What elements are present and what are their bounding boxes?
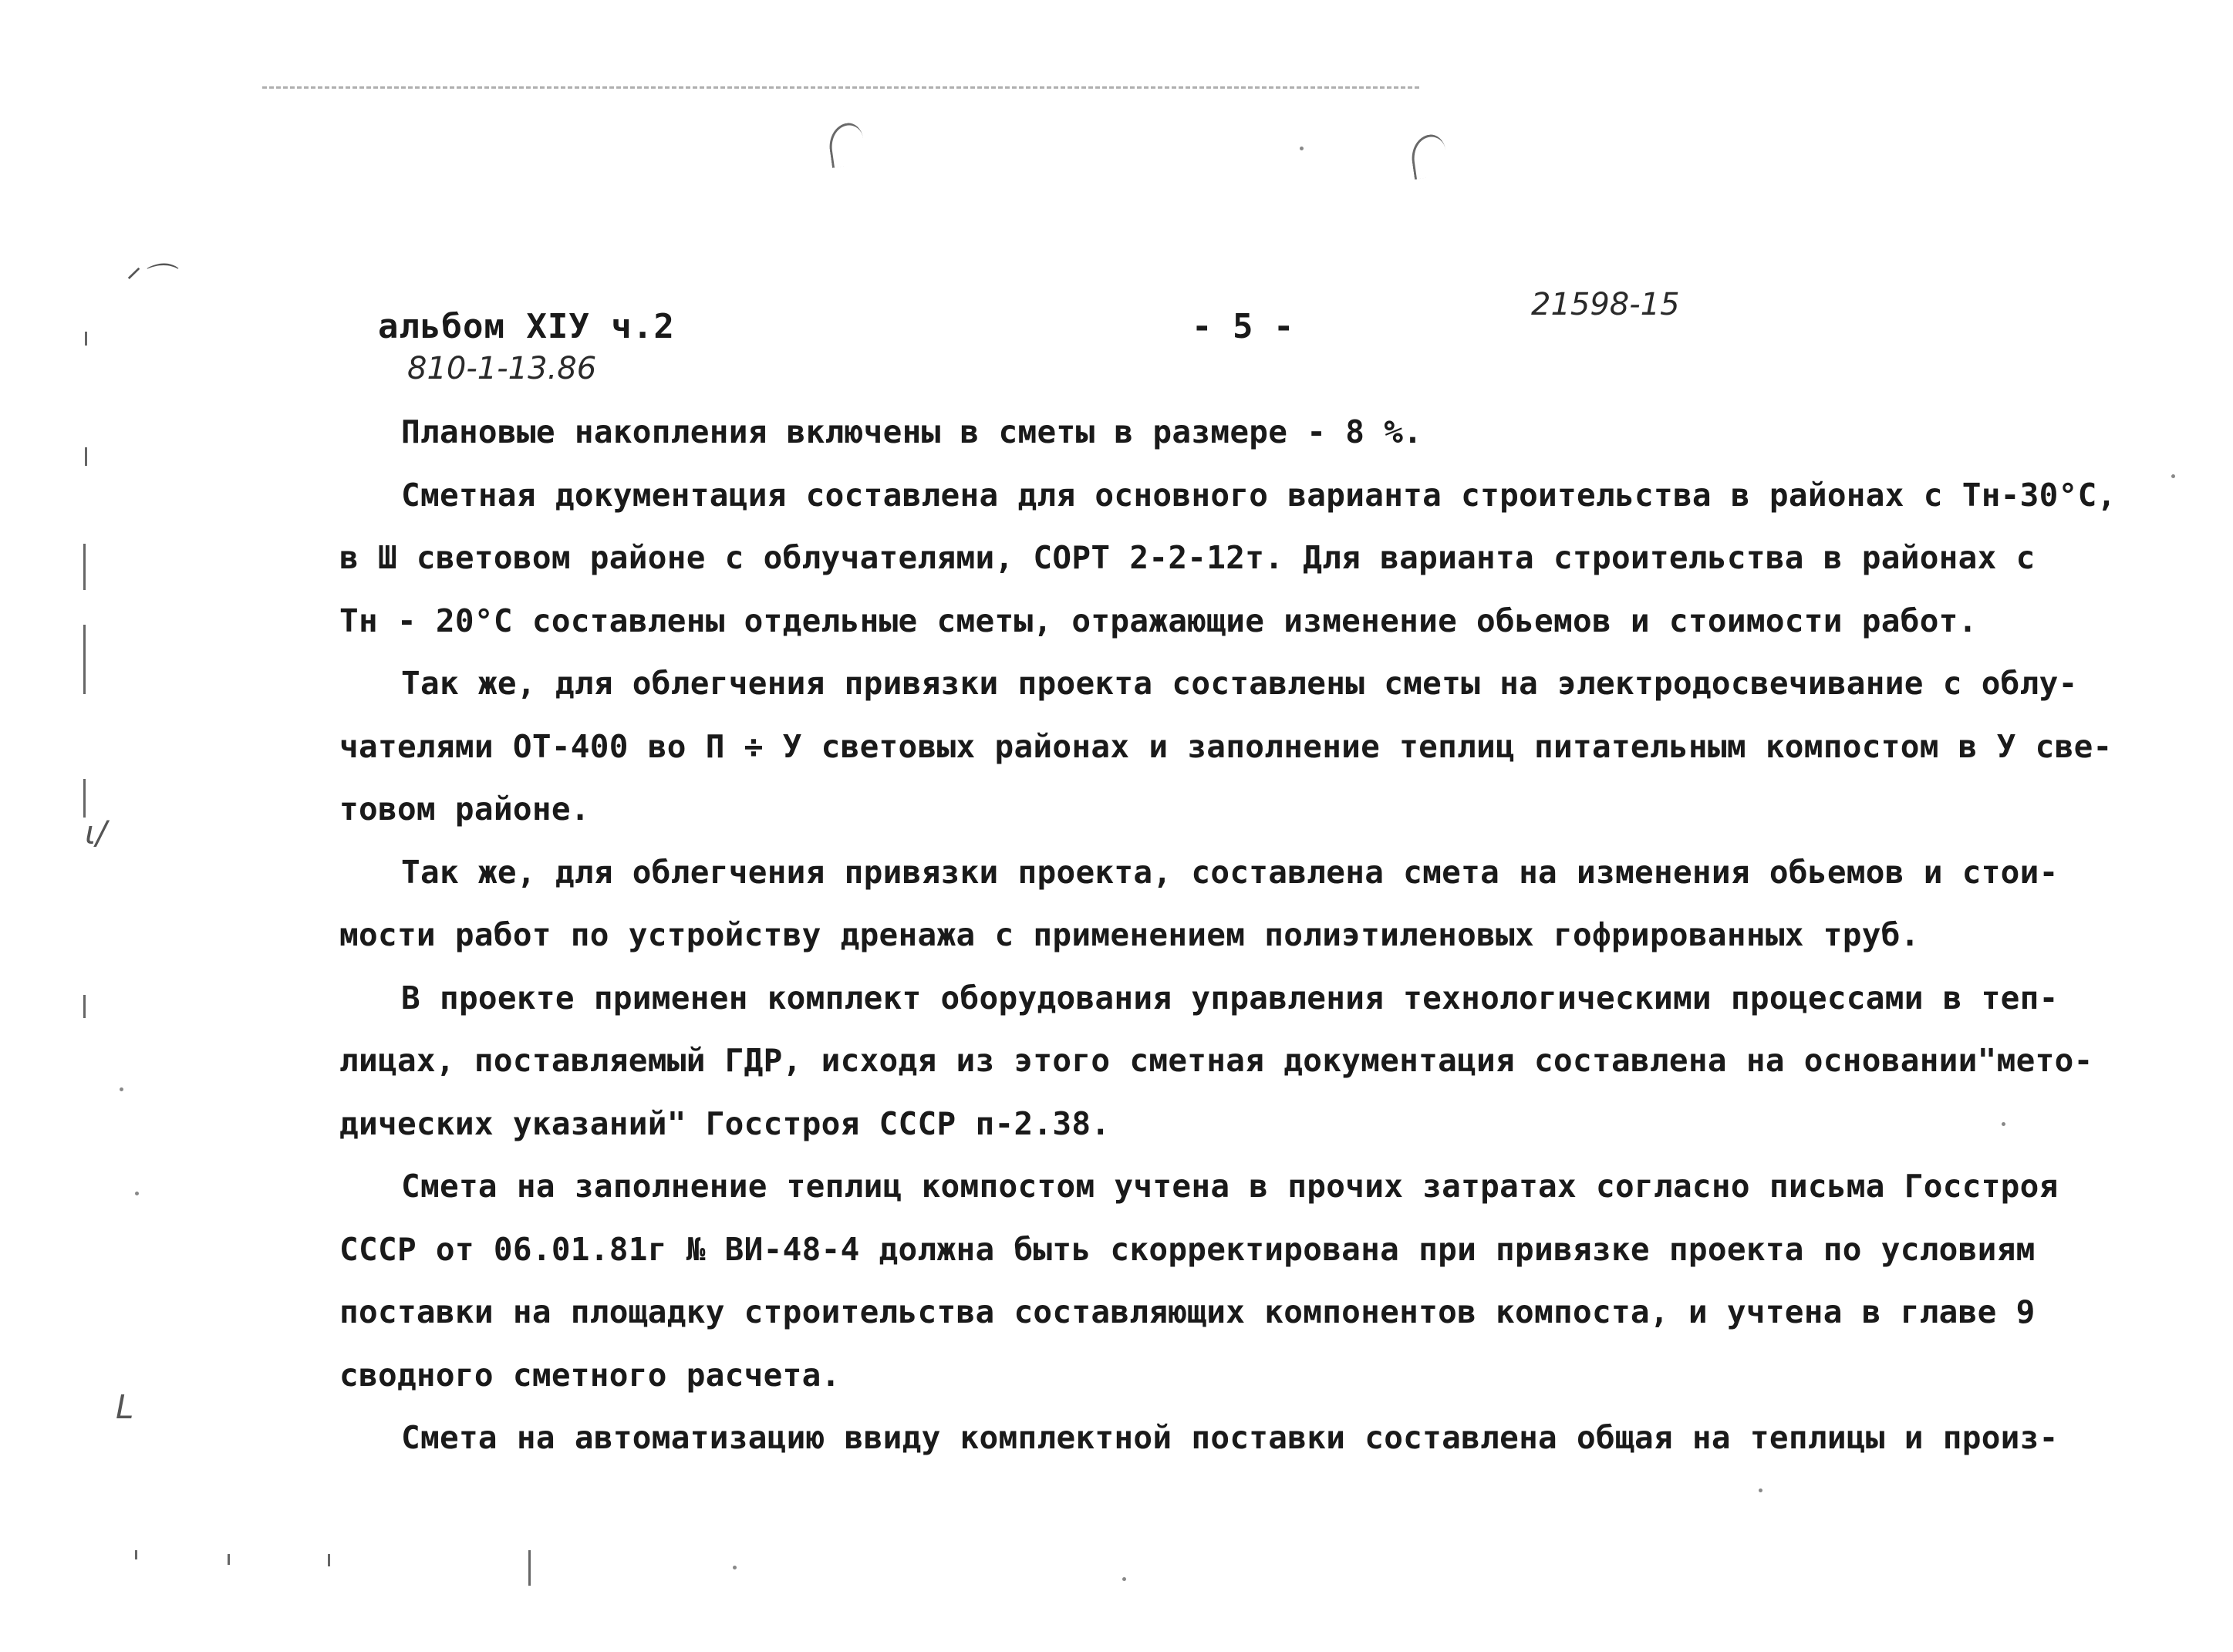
scan-speck — [1122, 1577, 1126, 1581]
text-line: СССР от 06.01.81г № ВИ-48-4 должна быть скорректирована при привязке проекта по условиям — [339, 1230, 2036, 1268]
margin-mark — [85, 332, 87, 346]
margin-mark — [83, 995, 86, 1018]
margin-mark — [83, 625, 86, 694]
margin-mark — [83, 779, 86, 818]
text-line: чателями ОТ-400 во П ÷ У световых районах и заполнение теплиц питательным компостом в У све- — [339, 727, 2113, 765]
document-code: 810-1-13.86 — [407, 351, 597, 386]
top-scan-rule — [262, 86, 1419, 89]
text-line: Плановые накопления включены в сметы в размере - 8 %. — [401, 413, 1423, 450]
text-line: товом районе. — [339, 791, 590, 828]
album-label: альбом XIУ ч.2 — [378, 307, 675, 346]
margin-scribble: ι/ — [85, 814, 107, 851]
text-line: в Ш световом районе с облучателями, СОРТ 2-2-12т. Для варианта строительства в районах с — [339, 539, 2036, 576]
page-number: - 5 - — [1192, 307, 1294, 346]
text-line: В проекте применен комплект оборудования управления технологическими процессами в теп- — [401, 979, 2059, 1016]
scan-speck — [1300, 147, 1304, 150]
text-line: дических указаний" Госстроя СССР п-2.38. — [339, 1104, 1111, 1142]
text-line: мости работ по устройству дренажа с применением полиэтиленовых гофрированных труб. — [339, 916, 1920, 953]
text-line: Сметная документация составлена для основного варианта строительства в районах с Тн-30°С, — [401, 476, 2117, 514]
margin-mark — [328, 1554, 330, 1566]
binding-hole-mark — [1408, 133, 1449, 180]
text-line: сводного сметного расчета. — [339, 1356, 841, 1394]
scan-speck — [733, 1566, 737, 1569]
margin-mark — [85, 447, 87, 466]
document-body — [339, 401, 2137, 1470]
scan-speck — [2171, 474, 2175, 478]
margin-mark — [135, 1550, 137, 1559]
text-line: Так же, для облегчения привязки проекта составлены сметы на электродосвечивание с облу- — [401, 665, 2078, 702]
text-line: Так же, для облегчения привязки проекта, составлена смета на изменения обьемов и стои- — [401, 853, 2059, 891]
scan-speck — [1759, 1488, 1762, 1492]
sheet-number: 21598-15 — [1531, 287, 1680, 322]
margin-scribble: ᐟ⌒ — [127, 261, 174, 298]
margin-mark — [83, 544, 86, 590]
binding-hole-mark — [826, 121, 866, 168]
text-line: Смета на автоматизацию ввиду комплектной поставки составлена общая на теплицы и произ- — [401, 1419, 2059, 1456]
scan-speck — [120, 1087, 123, 1091]
margin-mark — [228, 1554, 230, 1565]
text-line: Тн - 20°С составлены отдельные сметы, отражающие изменение обьемов и стоимости работ. — [339, 602, 1978, 639]
scan-speck — [135, 1192, 139, 1195]
text-line: лицах, поставляемый ГДР, исходя из этого сметная документация составлена на основании"мето- — [339, 1042, 2093, 1079]
margin-mark — [528, 1550, 531, 1586]
margin-scribble: ᒪ — [116, 1388, 134, 1426]
text-line: поставки на площадку строительства составляющих компонентов компоста, и учтена в главе 9 — [339, 1293, 2036, 1330]
text-line: Смета на заполнение теплиц компостом учтена в прочих затратах согласно письма Госстроя — [401, 1168, 2059, 1205]
